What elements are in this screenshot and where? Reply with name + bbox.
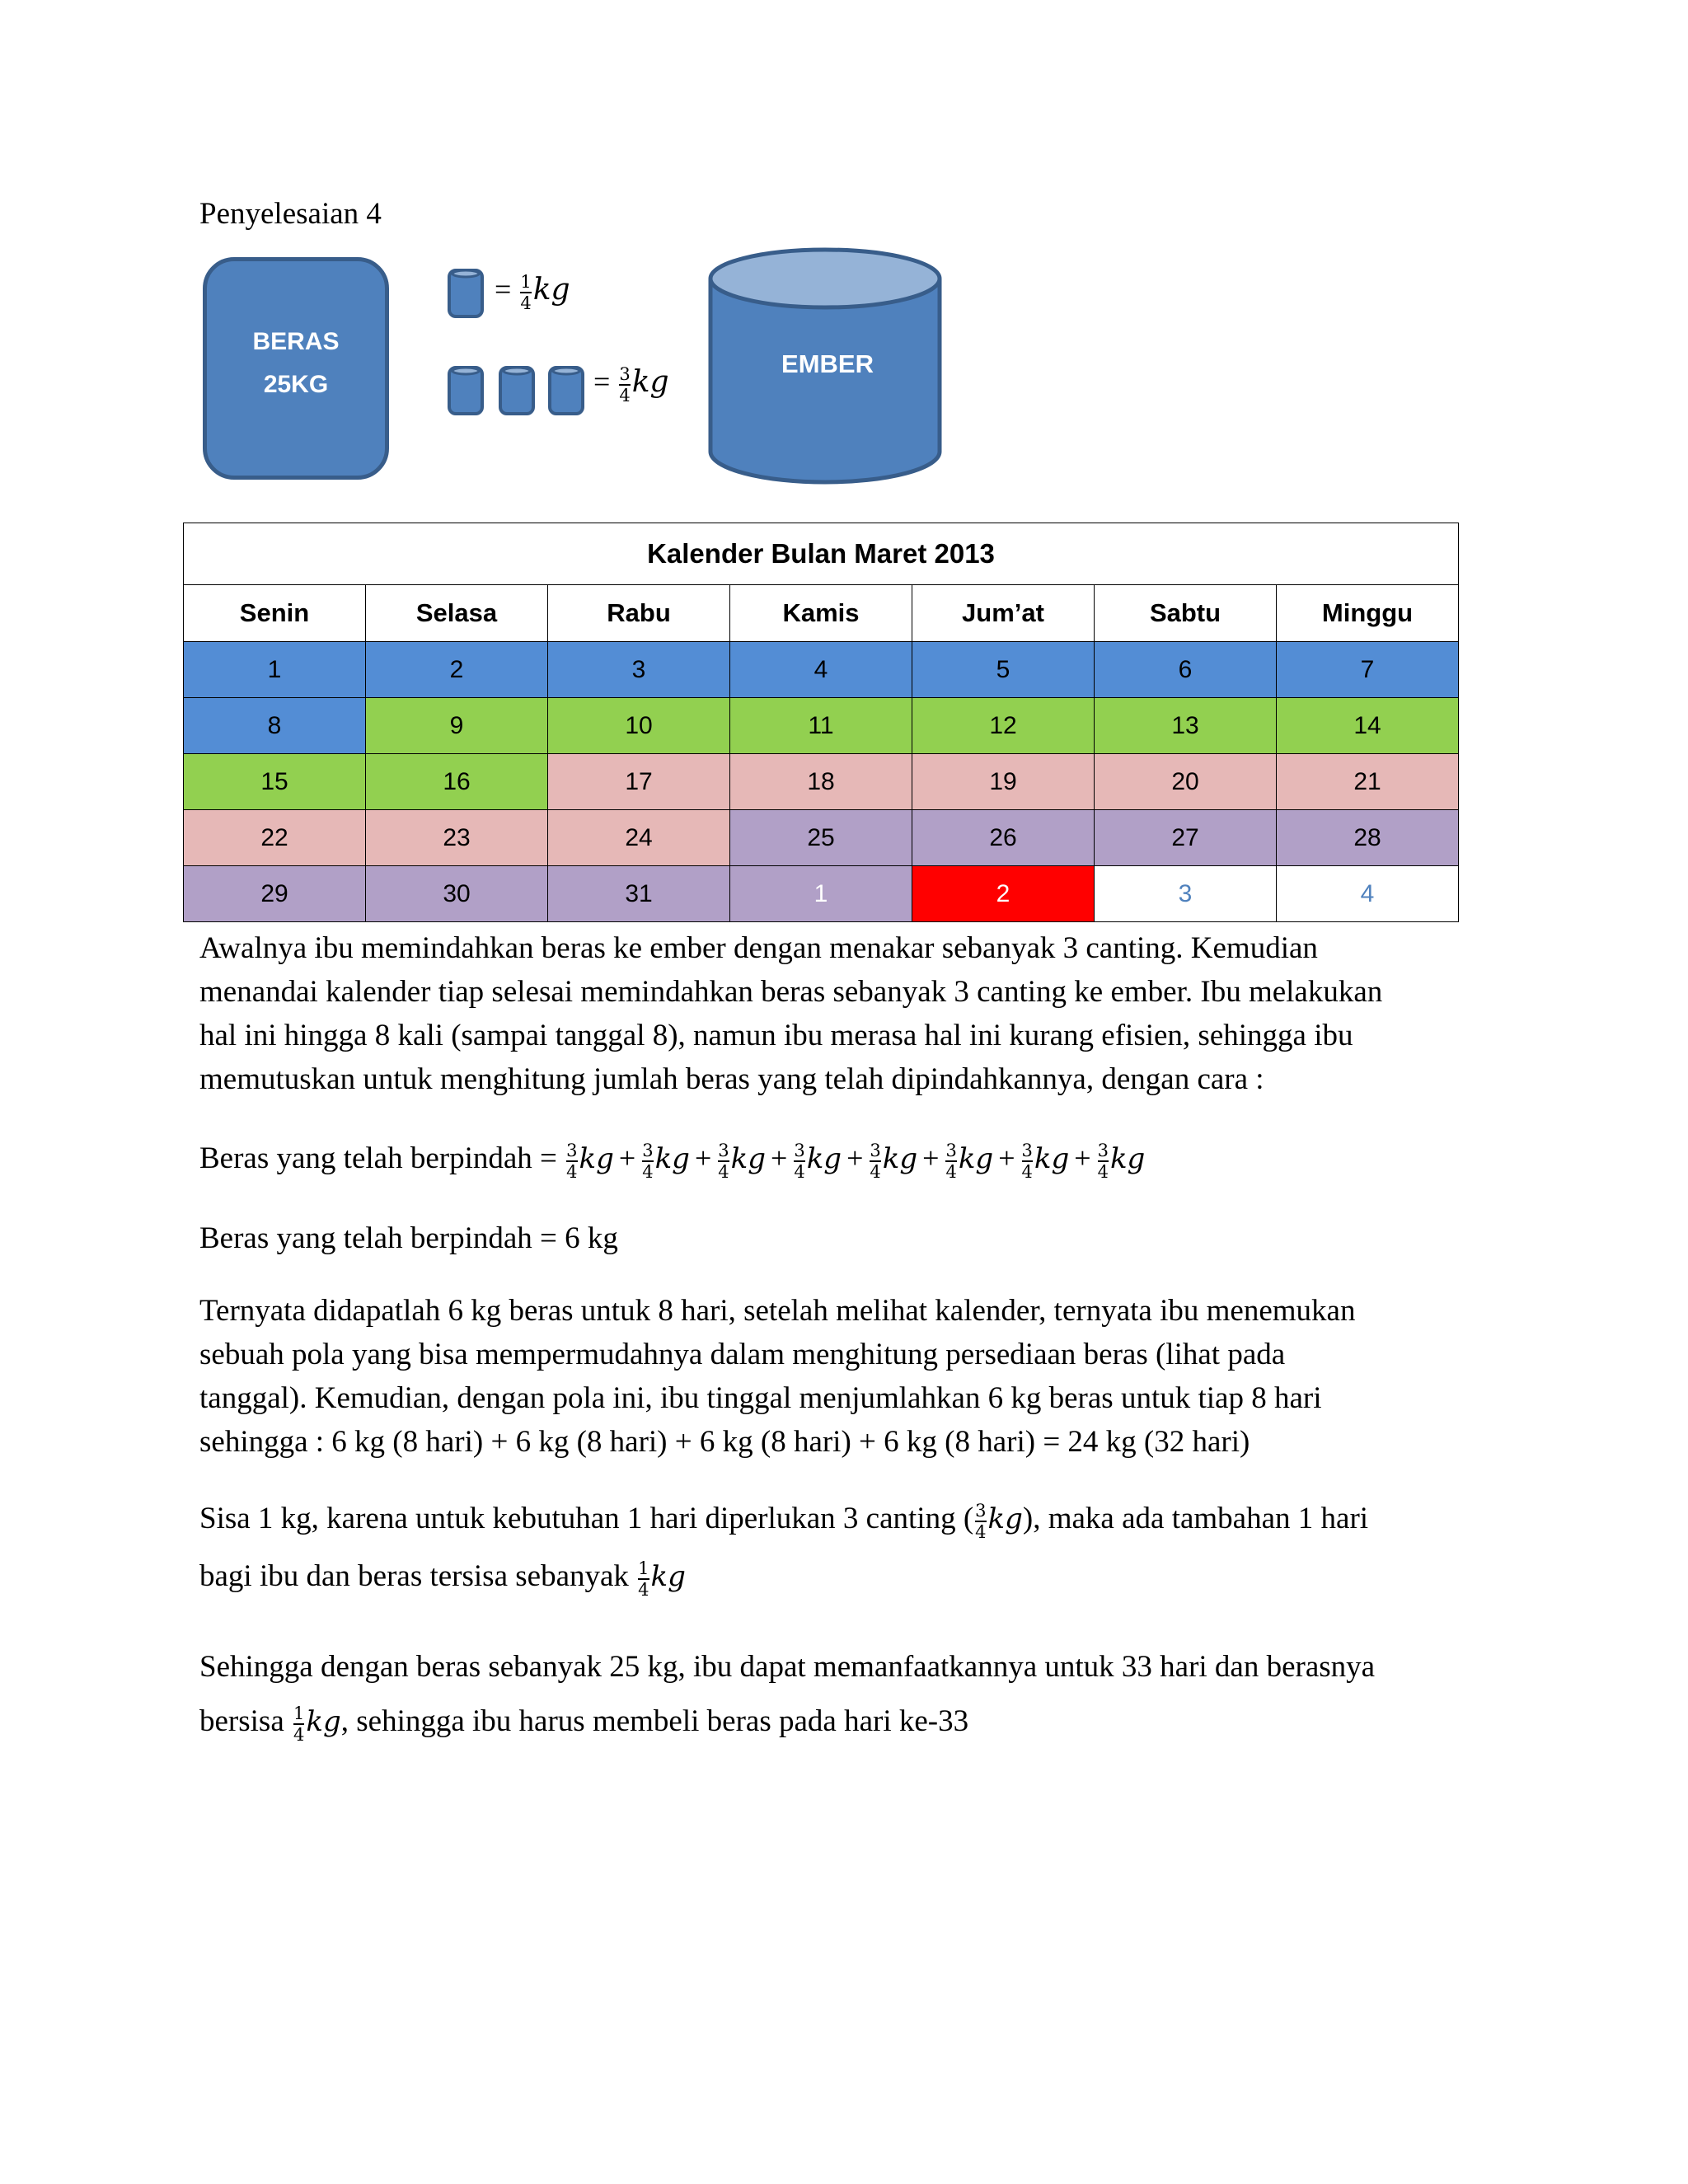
calendar-date-cell: 2 <box>366 642 548 698</box>
calendar-date-cell: 23 <box>366 810 548 866</box>
fraction-denominator: 4 <box>638 1579 649 1600</box>
calendar-date-cell: 4 <box>730 642 912 698</box>
three-can-equation <box>593 364 669 405</box>
sum-equation <box>199 1129 1502 1188</box>
page-heading: Penyelesaian 4 <box>199 197 382 231</box>
plus-sign: + <box>771 1141 788 1174</box>
text-line: sehingga : 6 kg (8 hari) + 6 kg (8 hari) + 6 kg (8 hari) + 6 kg (8 hari) = 24 kg (32 hari) <box>199 1425 1250 1459</box>
calendar-title: Kalender Bulan Maret 2013 <box>184 523 1459 585</box>
text-line: hal ini hingga 8 kali (sampai tanggal 8), namun ibu merasa hal ini kurang efisien, sehingga ibu <box>199 1019 1353 1052</box>
fraction <box>642 1141 653 1181</box>
fraction-denominator: 4 <box>642 1161 654 1182</box>
calendar-date-cell: 18 <box>730 754 912 810</box>
plus-sign: + <box>618 1141 636 1174</box>
plus-sign: + <box>1074 1141 1091 1174</box>
fraction-denominator: 4 <box>794 1161 805 1182</box>
text-line: sebuah pola yang bisa mempermudahnya dalam menghitung persediaan beras (lihat pada <box>199 1338 1286 1371</box>
calendar-date-cell: 4 <box>1277 866 1459 922</box>
calendar-date-cell: 22 <box>184 810 366 866</box>
fraction <box>638 1559 649 1599</box>
calendar-day-header: Senin <box>184 585 366 642</box>
bucket-label: EMBER <box>781 349 874 378</box>
fraction-numerator: 3 <box>1021 1140 1033 1160</box>
unit-kg: kg <box>650 1560 686 1593</box>
fraction-numerator: 1 <box>520 271 532 292</box>
calendar-date-cell: 13 <box>1095 698 1277 754</box>
text-segment: ), maka ada tambahan 1 hari <box>1022 1502 1369 1535</box>
calendar-date-cell: 28 <box>1277 810 1459 866</box>
fraction <box>870 1141 880 1181</box>
fraction-denominator: 4 <box>293 1724 305 1745</box>
fraction <box>1022 1141 1033 1181</box>
text-line: tanggal). Kemudian, dengan pola ini, ibu tinggal menjumlahkan 6 kg beras untuk tiap 8 hari <box>199 1381 1322 1415</box>
text-line <box>199 1694 1502 1749</box>
rice-sack-shape <box>203 257 389 480</box>
calendar-date-cell: 3 <box>1095 866 1277 922</box>
text-line: menandai kalender tiap selesai memindahkan beras sebanyak 3 canting ke ember. Ibu melakukan <box>199 975 1383 1009</box>
fraction-numerator: 3 <box>870 1140 881 1160</box>
calendar-date-cell: 16 <box>366 754 548 810</box>
fraction-numerator: 3 <box>1097 1140 1109 1160</box>
text-segment: Sisa 1 kg, karena untuk kebutuhan 1 hari diperlukan 3 canting ( <box>199 1502 974 1535</box>
calendar-day-header: Minggu <box>1277 585 1459 642</box>
one-can-equation <box>495 272 570 312</box>
plus-sign: + <box>694 1141 712 1174</box>
equals-sign: = <box>495 273 512 306</box>
calendar-date-cell: 10 <box>548 698 730 754</box>
text-segment: , sehingga ibu harus membeli beras pada hari ke-33 <box>340 1704 969 1738</box>
text-line: Ternyata didapatlah 6 kg beras untuk 8 hari, setelah melihat kalender, ternyata ibu menemukan <box>199 1294 1356 1328</box>
unit-kg: kg <box>1034 1142 1070 1175</box>
unit-kg: kg <box>306 1705 341 1738</box>
unit-kg: kg <box>532 273 570 307</box>
fraction-numerator: 3 <box>619 363 631 384</box>
calendar-date-cell: 31 <box>548 866 730 922</box>
fraction-denominator: 4 <box>520 293 532 313</box>
calendar-week-row <box>184 810 1459 866</box>
calendar-day-header: Kamis <box>730 585 912 642</box>
can-icon <box>498 363 536 419</box>
paragraph-remainder <box>199 1490 1502 1605</box>
calendar-date-cell: 25 <box>730 810 912 866</box>
calendar-date-cell: 29 <box>184 866 366 922</box>
plus-sign: + <box>998 1141 1015 1174</box>
fraction-denominator: 4 <box>975 1521 987 1542</box>
unit-kg: kg <box>579 1142 614 1175</box>
sum-result: Beras yang telah berpindah = 6 kg <box>199 1221 618 1255</box>
sum-label: Beras yang telah berpindah = <box>199 1141 557 1175</box>
calendar-date-cell: 7 <box>1277 642 1459 698</box>
calendar-date-cell: 9 <box>366 698 548 754</box>
fraction <box>794 1141 804 1181</box>
unit-kg: kg <box>1109 1142 1146 1175</box>
rice-sack-label-line1: BERAS <box>252 328 340 355</box>
calendar-date-cell: 15 <box>184 754 366 810</box>
fraction <box>520 273 531 312</box>
calendar-week-row <box>184 754 1459 810</box>
fraction <box>945 1141 956 1181</box>
fraction-denominator: 4 <box>1021 1161 1033 1182</box>
sum-terms <box>565 1140 1146 1182</box>
unit-kg: kg <box>654 1142 690 1175</box>
rice-sack-label-line2: 25KG <box>263 371 329 398</box>
fraction-numerator: 3 <box>642 1140 654 1160</box>
calendar-date-cell: 17 <box>548 754 730 810</box>
fraction-denominator: 4 <box>718 1161 729 1182</box>
fraction <box>1098 1141 1109 1181</box>
fraction-numerator: 3 <box>718 1140 729 1160</box>
calendar-date-cell: 5 <box>912 642 1095 698</box>
text-line: memutuskan untuk menghitung jumlah beras yang telah dipindahkannya, dengan cara : <box>199 1062 1264 1096</box>
unit-kg: kg <box>730 1142 767 1175</box>
fraction-denominator: 4 <box>870 1161 881 1182</box>
calendar-date-cell: 6 <box>1095 642 1277 698</box>
calendar-date-cell: 19 <box>912 754 1095 810</box>
calendar-date-cell: 14 <box>1277 698 1459 754</box>
unit-kg: kg <box>987 1502 1023 1535</box>
text-segment: bagi ibu dan beras tersisa sebanyak <box>199 1559 637 1593</box>
fraction-numerator: 3 <box>566 1140 578 1160</box>
fraction <box>718 1141 729 1181</box>
calendar-day-header: Sabtu <box>1095 585 1277 642</box>
calendar-table <box>183 523 1459 922</box>
unit-kg: kg <box>806 1142 842 1175</box>
calendar-day-header: Rabu <box>548 585 730 642</box>
calendar-date-cell: 12 <box>912 698 1095 754</box>
text-line: Awalnya ibu memindahkan beras ke ember dengan menakar sebanyak 3 canting. Kemudian <box>199 931 1318 965</box>
unit-kg: kg <box>882 1142 918 1175</box>
calendar-date-cell: 2 <box>912 866 1095 922</box>
calendar-date-cell: 3 <box>548 642 730 698</box>
fraction-numerator: 3 <box>794 1140 805 1160</box>
can-icon <box>447 265 485 321</box>
can-icon <box>447 363 485 419</box>
calendar-week-row <box>184 642 1459 698</box>
calendar-date-cell: 1 <box>184 642 366 698</box>
equals-sign: = <box>593 365 611 398</box>
fraction-denominator: 4 <box>1097 1161 1109 1182</box>
fraction-denominator: 4 <box>566 1161 578 1182</box>
unit-kg: kg <box>958 1142 994 1175</box>
calendar-day-header-row <box>184 585 1459 642</box>
fraction <box>566 1141 577 1181</box>
calendar-date-cell: 20 <box>1095 754 1277 810</box>
calendar-day-header: Jum’at <box>912 585 1095 642</box>
text-line: Sehingga dengan beras sebanyak 25 kg, ibu dapat memanfaatkannya untuk 33 hari dan berasnya <box>199 1650 1376 1684</box>
calendar-date-cell: 1 <box>730 866 912 922</box>
calendar-date-cell: 30 <box>366 866 548 922</box>
can-icon <box>547 363 585 419</box>
text-line <box>199 1548 1502 1605</box>
fraction <box>975 1502 986 1541</box>
calendar-date-cell: 24 <box>548 810 730 866</box>
fraction-denominator: 4 <box>945 1161 957 1182</box>
text-segment: bersisa <box>199 1704 292 1738</box>
fraction-numerator: 1 <box>293 1703 305 1723</box>
calendar-day-header: Selasa <box>366 585 548 642</box>
fraction <box>293 1704 304 1744</box>
paragraph-intro <box>199 926 1502 1101</box>
plus-sign: + <box>846 1141 864 1174</box>
calendar-date-cell: 26 <box>912 810 1095 866</box>
plus-sign: + <box>922 1141 940 1174</box>
paragraph-pattern <box>199 1289 1502 1464</box>
fraction <box>619 365 630 405</box>
text-line <box>199 1490 1502 1548</box>
calendar-date-cell: 21 <box>1277 754 1459 810</box>
paragraph-conclusion <box>199 1640 1502 1749</box>
calendar-week-row <box>184 866 1459 922</box>
calendar-date-cell: 11 <box>730 698 912 754</box>
calendar-week-row <box>184 698 1459 754</box>
fraction-numerator: 3 <box>945 1140 957 1160</box>
rice-sack-label <box>207 321 385 406</box>
unit-kg: kg <box>631 365 669 399</box>
calendar-date-cell: 8 <box>184 698 366 754</box>
fraction-denominator: 4 <box>619 385 631 405</box>
calendar-date-cell: 27 <box>1095 810 1277 866</box>
fraction-numerator: 1 <box>638 1558 649 1578</box>
fraction-numerator: 3 <box>975 1500 987 1521</box>
